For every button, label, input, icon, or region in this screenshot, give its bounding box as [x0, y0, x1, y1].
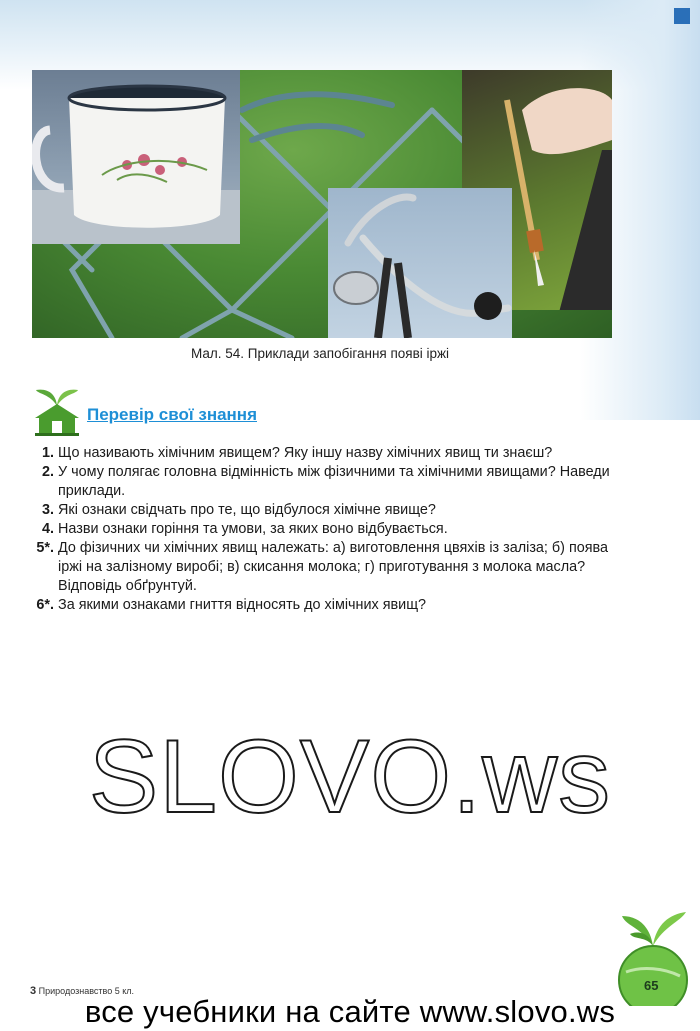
watermark-text: SLOVO.ws	[88, 720, 612, 830]
bicycle-handlebar-photo	[328, 188, 512, 338]
question-item	[30, 444, 625, 463]
question-list	[30, 444, 625, 615]
question-number: 1.	[41, 445, 54, 461]
question-item	[30, 463, 625, 501]
rust-prevention-figure	[32, 70, 612, 338]
site-banner: все учебники на сайте www.slovo.ws	[84, 994, 616, 1029]
question-text: До фізичних чи хімічних явищ належать: а) виготовлення цвяхів із заліза; б) поява іржі на залізному виробі; в) скисання молока; г) приготування з молока масла? Відповідь обґрунтуй.	[58, 540, 609, 594]
section-title: Перевір свої знання	[87, 405, 257, 424]
question-item	[30, 596, 625, 615]
question-item	[30, 539, 625, 596]
figure-caption: Мал. 54. Приклади запобігання появі іржі	[190, 346, 450, 361]
question-number: 6*.	[36, 597, 54, 613]
corner-mark	[674, 8, 690, 24]
house-leaf-icon	[32, 384, 82, 436]
question-text: Які ознаки свідчать про те, що відбулося хімічне явище?	[58, 502, 436, 518]
page-number: 65	[644, 978, 659, 993]
question-text: Назви ознаки горіння та умови, за яких воно відбувається.	[58, 521, 448, 537]
question-item	[30, 520, 625, 539]
question-number: 2.	[41, 464, 54, 480]
question-number: 3.	[41, 502, 54, 518]
book-title: Природознавство 5 кл.	[38, 986, 134, 996]
question-item	[30, 501, 625, 520]
question-text: Що називають хімічним явищем? Яку іншу назву хімічних явищ ти знаєш?	[58, 445, 553, 461]
watermark	[60, 720, 640, 830]
question-number: 5*.	[36, 540, 54, 556]
question-text: У чому полягає головна відмінність між фізичними та хімічними явищами? Наведи приклади.	[58, 464, 610, 499]
book-number: 3	[30, 985, 37, 997]
question-text: За якими ознаками гниття відносять до хімічних явищ?	[58, 597, 427, 613]
enamel-mug-photo	[32, 70, 240, 244]
question-number: 4.	[41, 521, 54, 537]
